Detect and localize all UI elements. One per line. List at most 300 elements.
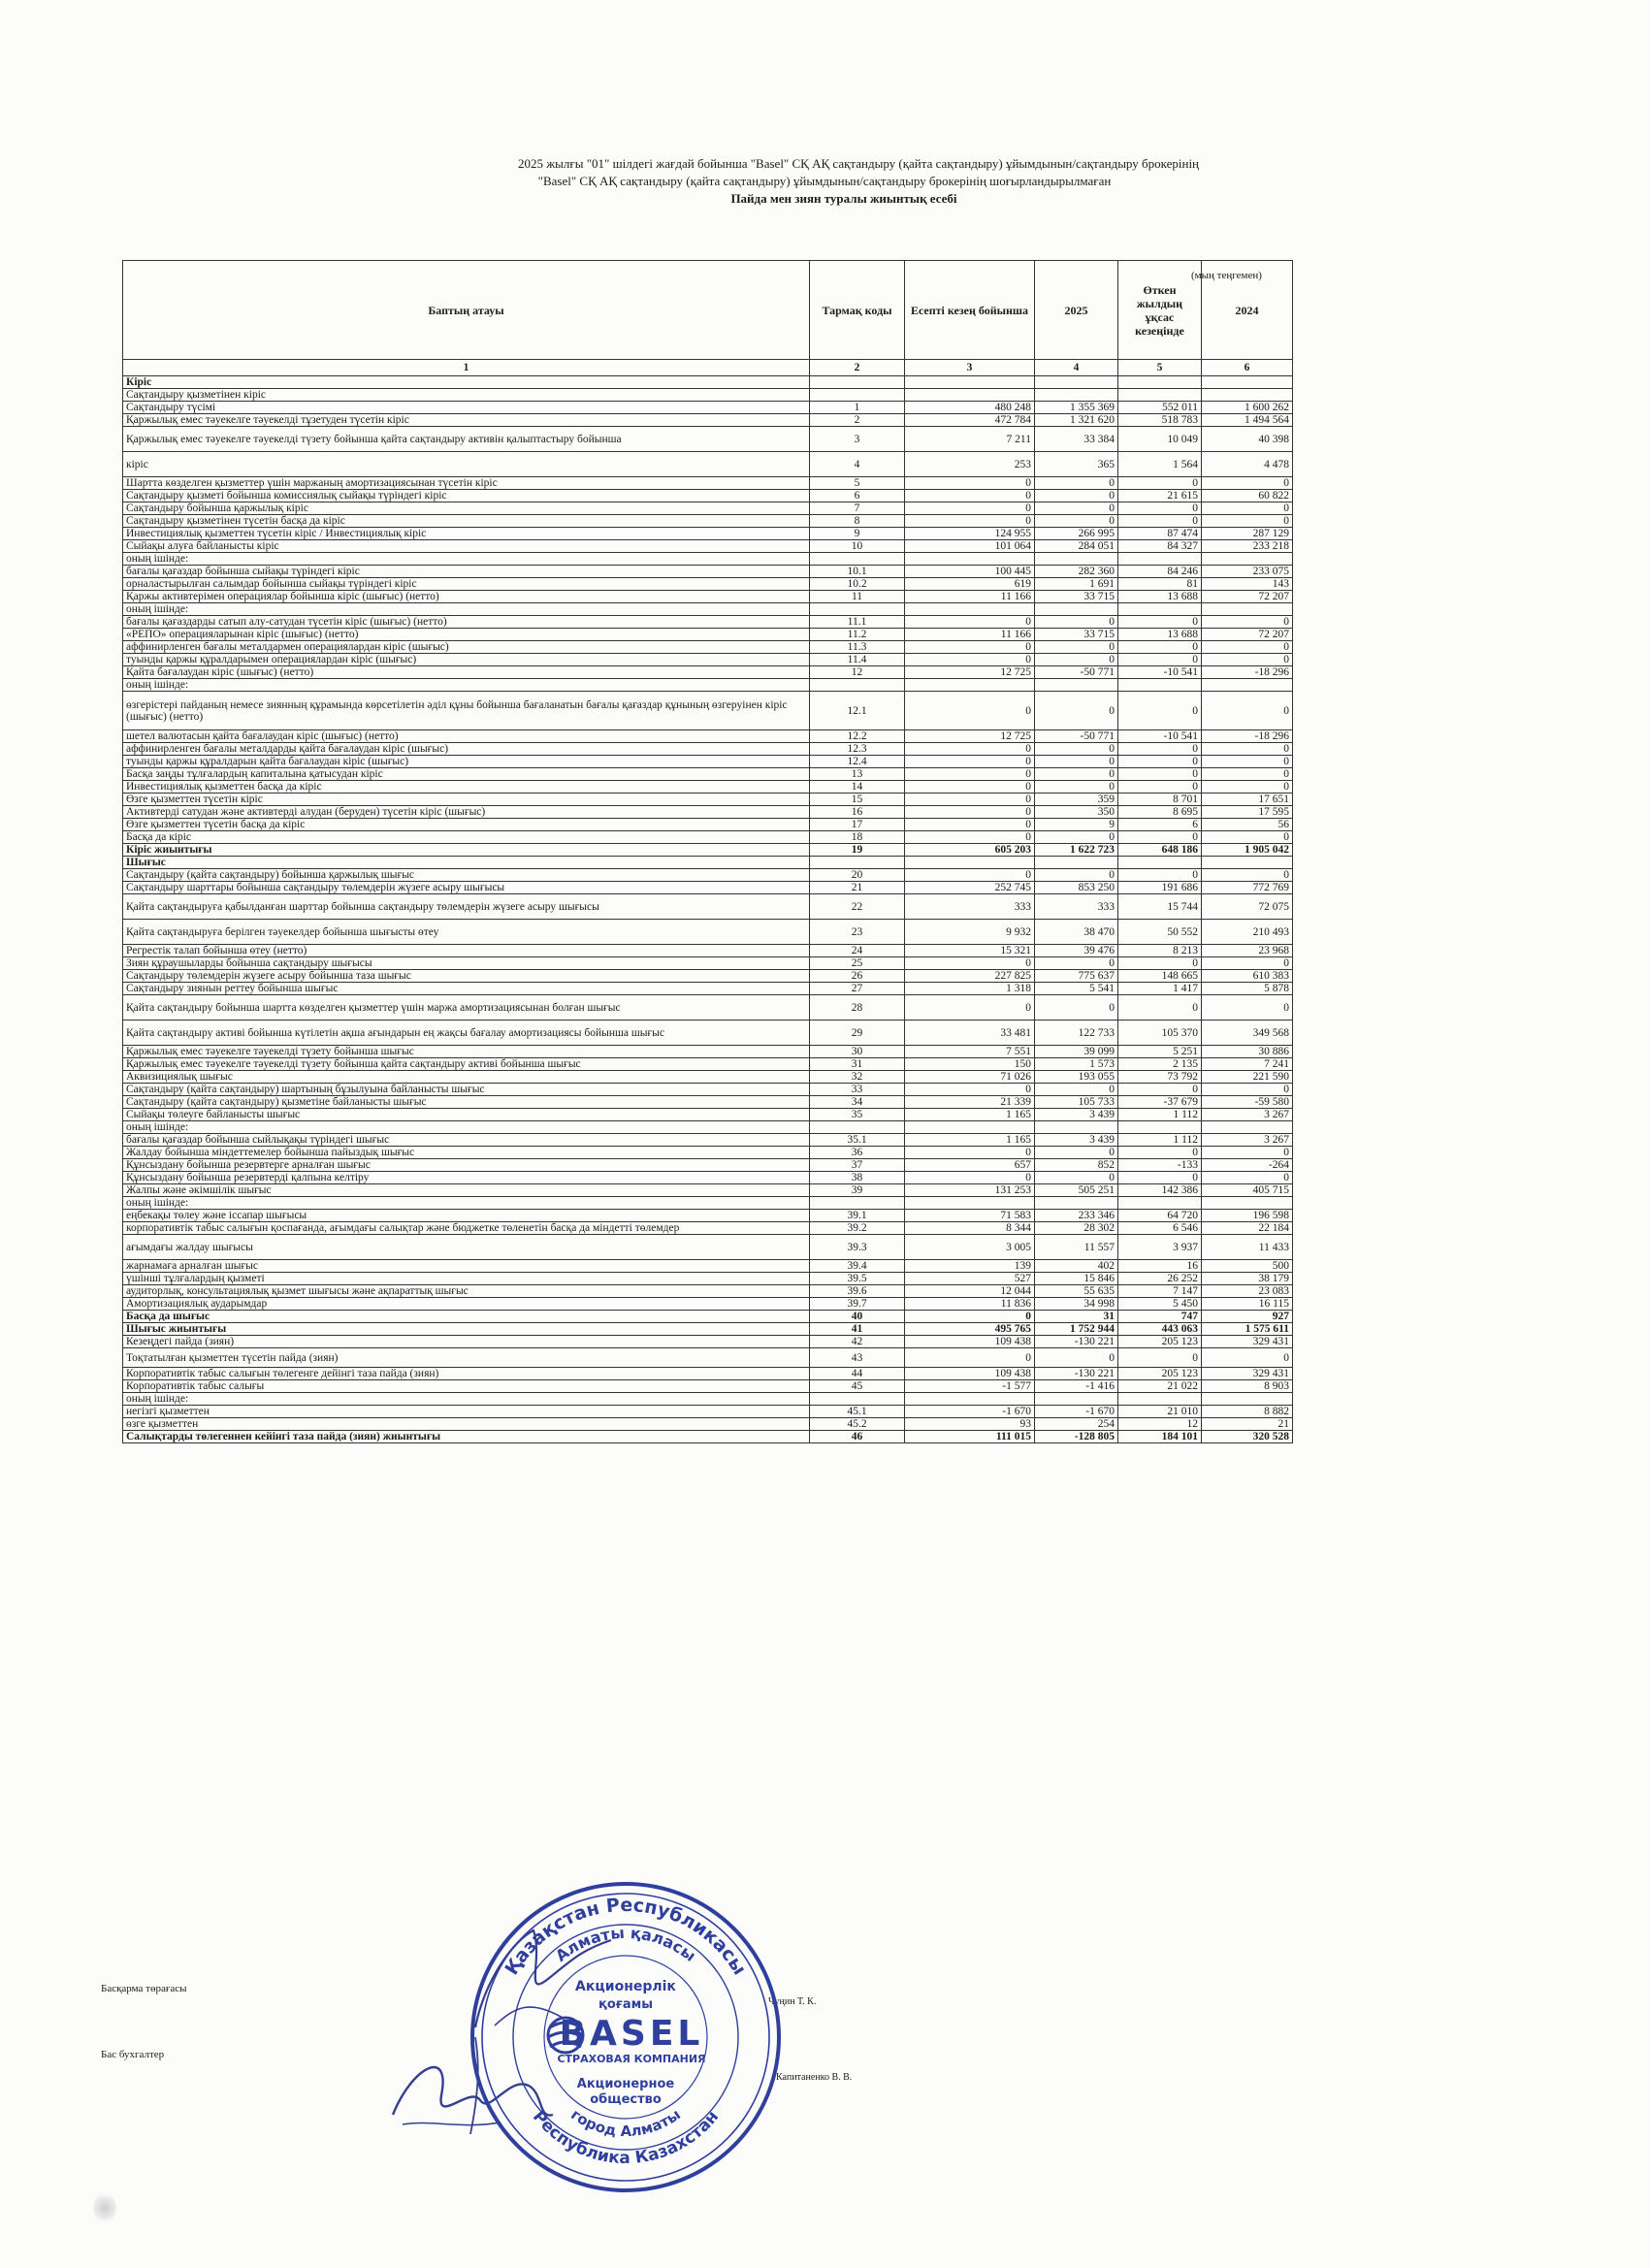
row-value-current: 124 955 xyxy=(905,528,1035,540)
table-row xyxy=(123,566,1293,578)
row-value-prior: 13 688 xyxy=(1118,629,1202,641)
row-name: шетел валютасын қайта бағалаудан кіріс (шығыс) (нетто) xyxy=(123,730,810,743)
row-code: 39.6 xyxy=(810,1285,905,1298)
table-row xyxy=(123,1298,1293,1311)
row-value-current: 93 xyxy=(905,1418,1035,1431)
row-value-prior: 0 xyxy=(1118,768,1202,781)
row-value-2024 xyxy=(1202,603,1293,616)
row-code: 14 xyxy=(810,781,905,794)
row-name: Кіріс xyxy=(123,376,810,389)
row-value-current: 33 481 xyxy=(905,1021,1035,1046)
table-row xyxy=(123,427,1293,452)
row-value-prior: 0 xyxy=(1118,502,1202,515)
row-value-2025: 1 573 xyxy=(1035,1058,1118,1071)
row-value-current: 0 xyxy=(905,1311,1035,1323)
row-value-2024: 610 383 xyxy=(1202,970,1293,983)
row-value-2024: 22 184 xyxy=(1202,1222,1293,1235)
row-value-2025: -1 670 xyxy=(1035,1406,1118,1418)
row-value-prior xyxy=(1118,1197,1202,1210)
row-name: Сақтандыру зиянын реттеу бойынша шығыс xyxy=(123,983,810,995)
row-value-prior: 13 688 xyxy=(1118,591,1202,603)
row-value-current: 472 784 xyxy=(905,414,1035,427)
row-value-current: 9 932 xyxy=(905,920,1035,945)
table-row xyxy=(123,1380,1293,1393)
row-value-2024: 5 878 xyxy=(1202,983,1293,995)
row-value-current xyxy=(905,1393,1035,1406)
table-row xyxy=(123,1172,1293,1184)
row-name: Қайта сақтандыруға берілген тәуекелдер бойынша шығысты өтеу xyxy=(123,920,810,945)
row-code: 39.3 xyxy=(810,1235,905,1260)
row-code: 24 xyxy=(810,945,905,957)
table-row xyxy=(123,553,1293,566)
table-row xyxy=(123,402,1293,414)
row-name: Сақтандыру қызметінен кіріс xyxy=(123,389,810,402)
table-row xyxy=(123,389,1293,402)
row-value-2024 xyxy=(1202,857,1293,869)
row-value-prior: 87 474 xyxy=(1118,528,1202,540)
table-row xyxy=(123,376,1293,389)
table-row xyxy=(123,528,1293,540)
row-value-2024: 143 xyxy=(1202,578,1293,591)
row-value-current xyxy=(905,376,1035,389)
row-name: жарнамаға арналған шығыс xyxy=(123,1260,810,1273)
row-value-prior: 1 564 xyxy=(1118,452,1202,477)
row-name: Сыйақы алуға байланысты кіріс xyxy=(123,540,810,553)
accountant-label: Бас бухгалтер xyxy=(101,2049,165,2060)
row-value-current: 11 836 xyxy=(905,1298,1035,1311)
row-code: 44 xyxy=(810,1368,905,1380)
row-value-2025: 0 xyxy=(1035,1147,1118,1159)
table-row xyxy=(123,1121,1293,1134)
row-value-prior xyxy=(1118,603,1202,616)
row-name: Сақтандыру төлемдерін жүзеге асыру бойынша таза шығыс xyxy=(123,970,810,983)
row-value-prior: 8 213 xyxy=(1118,945,1202,957)
row-value-prior: 0 xyxy=(1118,477,1202,490)
row-value-prior: 7 147 xyxy=(1118,1285,1202,1298)
row-value-prior: 6 xyxy=(1118,819,1202,831)
row-value-current: 139 xyxy=(905,1260,1035,1273)
seal-line-ak2: қоғамы xyxy=(598,1997,653,2012)
row-value-2024: 0 xyxy=(1202,743,1293,756)
row-name: кіріс xyxy=(123,452,810,477)
row-value-current: 21 339 xyxy=(905,1096,1035,1109)
row-value-2024: 196 598 xyxy=(1202,1210,1293,1222)
row-value-2024: 3 267 xyxy=(1202,1134,1293,1147)
row-value-prior: -133 xyxy=(1118,1159,1202,1172)
table-row xyxy=(123,591,1293,603)
table-row xyxy=(123,540,1293,553)
chairman-label: Басқарма төрағасы xyxy=(101,1983,187,1994)
seal-brand: BASEL xyxy=(559,2014,704,2054)
row-code: 28 xyxy=(810,995,905,1021)
column-header-row xyxy=(123,261,1293,360)
row-value-current: 0 xyxy=(905,502,1035,515)
table-row xyxy=(123,1046,1293,1058)
row-value-2024: 40 398 xyxy=(1202,427,1293,452)
row-value-2024: 56 xyxy=(1202,819,1293,831)
row-value-2025: 1 622 723 xyxy=(1035,844,1118,857)
row-value-2025: 0 xyxy=(1035,502,1118,515)
seal-text-city: Алматы қаласы xyxy=(551,1923,699,1965)
row-code xyxy=(810,679,905,692)
row-code xyxy=(810,1393,905,1406)
row-value-current: 0 xyxy=(905,654,1035,666)
row-value-prior: 8 701 xyxy=(1118,794,1202,806)
row-value-prior: 73 792 xyxy=(1118,1071,1202,1084)
row-name: Құнсыздану бойынша резервтерге арналған шығыс xyxy=(123,1159,810,1172)
row-code: 23 xyxy=(810,920,905,945)
row-code xyxy=(810,553,905,566)
row-value-2025: -128 805 xyxy=(1035,1431,1118,1443)
row-value-2024 xyxy=(1202,1393,1293,1406)
row-value-current: 109 438 xyxy=(905,1368,1035,1380)
row-name: Қайта бағалаудан кіріс (шығыс) (нетто) xyxy=(123,666,810,679)
row-code xyxy=(810,1197,905,1210)
row-value-2025: 3 439 xyxy=(1035,1109,1118,1121)
row-value-current: 71 583 xyxy=(905,1210,1035,1222)
row-name: оның ішінде: xyxy=(123,553,810,566)
row-value-2025: 33 715 xyxy=(1035,591,1118,603)
row-value-2024: 320 528 xyxy=(1202,1431,1293,1443)
seal-text-bottom: город Алматы xyxy=(567,2105,684,2141)
row-code: 5 xyxy=(810,477,905,490)
row-code: 12.2 xyxy=(810,730,905,743)
row-value-2025: 852 xyxy=(1035,1159,1118,1172)
table-row xyxy=(123,1260,1293,1273)
row-value-2024: 0 xyxy=(1202,768,1293,781)
row-code: 12.3 xyxy=(810,743,905,756)
row-code: 34 xyxy=(810,1096,905,1109)
row-value-2025: 11 557 xyxy=(1035,1235,1118,1260)
table-row xyxy=(123,1197,1293,1210)
seal-line-ao2: общество xyxy=(590,2092,662,2107)
table-row xyxy=(123,603,1293,616)
row-value-current: 131 253 xyxy=(905,1184,1035,1197)
row-value-prior: -37 679 xyxy=(1118,1096,1202,1109)
row-code: 11.3 xyxy=(810,641,905,654)
report-title: Пайда мен зиян туралы жиынтық есебі xyxy=(730,191,957,206)
row-value-current: 657 xyxy=(905,1159,1035,1172)
row-code: 16 xyxy=(810,806,905,819)
row-value-prior xyxy=(1118,376,1202,389)
row-value-2024: 72 207 xyxy=(1202,591,1293,603)
row-value-2024: 0 xyxy=(1202,1147,1293,1159)
row-name: Салықтарды төлегеннен кейінгі таза пайда (зиян) жиынтығы xyxy=(123,1431,810,1443)
table-row xyxy=(123,1210,1293,1222)
row-value-2024: 4 478 xyxy=(1202,452,1293,477)
table-row xyxy=(123,1431,1293,1443)
row-value-prior: 0 xyxy=(1118,756,1202,768)
row-value-current: 0 xyxy=(905,1084,1035,1096)
row-name: оның ішінде: xyxy=(123,679,810,692)
table-row xyxy=(123,882,1293,894)
table-row xyxy=(123,1159,1293,1172)
row-name: Регрестік талап бойынша өтеу (нетто) xyxy=(123,945,810,957)
row-code: 15 xyxy=(810,794,905,806)
row-value-2025: 333 xyxy=(1035,894,1118,920)
row-value-current: 227 825 xyxy=(905,970,1035,983)
row-value-prior: 15 744 xyxy=(1118,894,1202,920)
row-value-prior: 21 022 xyxy=(1118,1380,1202,1393)
row-name: оның ішінде: xyxy=(123,1121,810,1134)
row-name: Шығыс жиынтығы xyxy=(123,1323,810,1336)
row-name: бағалы қағаздарды сатып алу-сатудан түсетін кіріс (шығыс) (нетто) xyxy=(123,616,810,629)
row-value-2025: 33 715 xyxy=(1035,629,1118,641)
row-value-current: 109 438 xyxy=(905,1336,1035,1348)
row-name: туынды қаржы құралдарымен операциялардан кіріс (шығыс) xyxy=(123,654,810,666)
table-row xyxy=(123,1285,1293,1298)
row-value-2025: 282 360 xyxy=(1035,566,1118,578)
row-value-2024: 0 xyxy=(1202,654,1293,666)
row-value-2025: -1 416 xyxy=(1035,1380,1118,1393)
row-value-current: 0 xyxy=(905,641,1035,654)
table-row xyxy=(123,490,1293,502)
row-name: аффинирленген бағалы металдарды қайта бағалаудан кіріс (шығыс) xyxy=(123,743,810,756)
units-note: (мың теңгемен) xyxy=(1191,270,1262,281)
row-value-2024 xyxy=(1202,679,1293,692)
row-value-current: 0 xyxy=(905,819,1035,831)
row-name: Аквизициялық шығыс xyxy=(123,1071,810,1084)
row-value-2024: 1 494 564 xyxy=(1202,414,1293,427)
row-value-2024: 0 xyxy=(1202,1084,1293,1096)
table-row xyxy=(123,1393,1293,1406)
row-value-2024: 0 xyxy=(1202,692,1293,730)
row-value-2024: 3 267 xyxy=(1202,1109,1293,1121)
row-code: 31 xyxy=(810,1058,905,1071)
row-name: бағалы қағаздар бойынша сыйлықақы түріндегі шығыс xyxy=(123,1134,810,1147)
header-line-1: 2025 жылғы "01" шілдегі жағдай бойынша "Basel" СҚ АҚ сақтандыру (қайта сақтандыру) ұйымдынын/сақтандыру брокерінің xyxy=(517,156,1200,171)
row-value-2025: 15 846 xyxy=(1035,1273,1118,1285)
row-value-prior: 1 112 xyxy=(1118,1109,1202,1121)
row-value-prior xyxy=(1118,553,1202,566)
row-name: Қайта сақтандыру бойынша шартта көзделген қызметтер үшін маржа амортизациясынан болған шығыс xyxy=(123,995,810,1021)
row-value-2024: -264 xyxy=(1202,1159,1293,1172)
row-name: Корпоративтік табыс салығын төлегенге дейінгі таза пайда (зиян) xyxy=(123,1368,810,1380)
row-value-current xyxy=(905,389,1035,402)
row-value-2024: 11 433 xyxy=(1202,1235,1293,1260)
row-value-2025: 1 691 xyxy=(1035,578,1118,591)
row-code: 10.2 xyxy=(810,578,905,591)
seal-line-ak1: Акционерлік xyxy=(575,1979,676,1994)
row-value-2025: 853 250 xyxy=(1035,882,1118,894)
row-value-2024: 772 769 xyxy=(1202,882,1293,894)
table-row xyxy=(123,515,1293,528)
row-value-2025: 105 733 xyxy=(1035,1096,1118,1109)
chairman-name: Чуңин Т. К. xyxy=(768,1996,817,2007)
row-value-prior: 2 135 xyxy=(1118,1058,1202,1071)
row-value-prior: 0 xyxy=(1118,1348,1202,1368)
report-header xyxy=(0,155,1649,208)
row-name: Сақтандыру бойынша қаржылық кіріс xyxy=(123,502,810,515)
row-value-current: 0 xyxy=(905,743,1035,756)
row-value-prior: 191 686 xyxy=(1118,882,1202,894)
row-name: Қаржылық емес тәуекелге тәуекелді түзету бойынша қайта сақтандыру активін қалыптастыру бойынша xyxy=(123,427,810,452)
row-value-2025 xyxy=(1035,679,1118,692)
row-value-current: 11 166 xyxy=(905,591,1035,603)
row-value-current: 0 xyxy=(905,957,1035,970)
row-value-2024: 17 651 xyxy=(1202,794,1293,806)
row-code: 30 xyxy=(810,1046,905,1058)
row-value-current: 12 044 xyxy=(905,1285,1035,1298)
table-row xyxy=(123,1084,1293,1096)
col-header-name: Баптың атауы xyxy=(123,261,810,360)
row-value-2024: 0 xyxy=(1202,756,1293,768)
row-value-current: 11 166 xyxy=(905,629,1035,641)
row-value-2025: 266 995 xyxy=(1035,528,1118,540)
row-code: 4 xyxy=(810,452,905,477)
table-row xyxy=(123,616,1293,629)
row-value-2025: -130 221 xyxy=(1035,1368,1118,1380)
row-value-2025: 365 xyxy=(1035,452,1118,477)
row-value-2024: 0 xyxy=(1202,1348,1293,1368)
row-code: 11 xyxy=(810,591,905,603)
row-value-2025: 0 xyxy=(1035,616,1118,629)
row-value-2024: 0 xyxy=(1202,957,1293,970)
row-value-current xyxy=(905,857,1035,869)
row-value-prior: 148 665 xyxy=(1118,970,1202,983)
row-name: Зиян құраушыларды бойынша сақтандыру шығысы xyxy=(123,957,810,970)
row-value-2024 xyxy=(1202,1197,1293,1210)
row-value-2025: 0 xyxy=(1035,869,1118,882)
row-name: туынды қаржы құралдарын қайта бағалаудан кіріс (шығыс) xyxy=(123,756,810,768)
row-value-2025: 0 xyxy=(1035,831,1118,844)
row-code: 39 xyxy=(810,1184,905,1197)
row-value-2025: 0 xyxy=(1035,654,1118,666)
col-number: 6 xyxy=(1202,360,1293,376)
row-value-prior: 552 011 xyxy=(1118,402,1202,414)
table-row xyxy=(123,629,1293,641)
col-number: 3 xyxy=(905,360,1035,376)
row-code: 3 xyxy=(810,427,905,452)
svg-text:Алматы қаласы xyxy=(552,1924,699,1965)
row-value-2024 xyxy=(1202,389,1293,402)
row-value-2024: 72 207 xyxy=(1202,629,1293,641)
table-row xyxy=(123,1096,1293,1109)
row-value-prior: 3 937 xyxy=(1118,1235,1202,1260)
row-code: 2 xyxy=(810,414,905,427)
row-value-current: 495 765 xyxy=(905,1323,1035,1336)
row-value-2024: -18 296 xyxy=(1202,730,1293,743)
row-value-prior xyxy=(1118,679,1202,692)
row-value-2025 xyxy=(1035,389,1118,402)
row-code: 9 xyxy=(810,528,905,540)
row-value-prior: 16 xyxy=(1118,1260,1202,1273)
row-value-2024: 0 xyxy=(1202,1172,1293,1184)
row-code: 8 xyxy=(810,515,905,528)
row-name: өзге қызметтен xyxy=(123,1418,810,1431)
row-value-2024: 349 568 xyxy=(1202,1021,1293,1046)
row-value-2025: 0 xyxy=(1035,1172,1118,1184)
row-name: Қаржылық емес тәуекелге тәуекелді түзету бойынша қайта сақтандыру активі бойынша шығыс xyxy=(123,1058,810,1071)
row-value-2024: 1 905 042 xyxy=(1202,844,1293,857)
row-value-current: 480 248 xyxy=(905,402,1035,414)
row-value-2024: 1 575 611 xyxy=(1202,1323,1293,1336)
row-code: 35 xyxy=(810,1109,905,1121)
row-value-prior xyxy=(1118,389,1202,402)
table-row xyxy=(123,869,1293,882)
table-body xyxy=(123,376,1293,1443)
row-value-current: 0 xyxy=(905,616,1035,629)
row-value-prior: 5 450 xyxy=(1118,1298,1202,1311)
income-statement-table xyxy=(122,260,1293,1443)
row-value-2025 xyxy=(1035,1197,1118,1210)
row-value-2024: 210 493 xyxy=(1202,920,1293,945)
row-code: 7 xyxy=(810,502,905,515)
row-value-2024: 927 xyxy=(1202,1311,1293,1323)
row-value-current xyxy=(905,603,1035,616)
row-code: 36 xyxy=(810,1147,905,1159)
row-name: Сыйақы төлеуге байланысты шығыс xyxy=(123,1109,810,1121)
table-row xyxy=(123,692,1293,730)
row-value-prior: 648 186 xyxy=(1118,844,1202,857)
row-name: үшінші тұлғалардың қызметі xyxy=(123,1273,810,1285)
row-name: Басқа да кіріс xyxy=(123,831,810,844)
row-value-2025: 0 xyxy=(1035,743,1118,756)
row-value-current: 0 xyxy=(905,781,1035,794)
row-value-prior: 518 783 xyxy=(1118,414,1202,427)
row-name: Шартта көзделген қызметтер үшін маржаның амортизациясынан түсетін кіріс xyxy=(123,477,810,490)
row-value-2024: 16 115 xyxy=(1202,1298,1293,1311)
row-value-2024: 233 075 xyxy=(1202,566,1293,578)
row-value-2025: 33 384 xyxy=(1035,427,1118,452)
row-name: Сақтандыру (қайта сақтандыру) шартының бұзылуына байланысты шығыс xyxy=(123,1084,810,1096)
row-name: Инвестициялық қызметтен басқа да кіріс xyxy=(123,781,810,794)
row-value-2024: 0 xyxy=(1202,502,1293,515)
row-value-current: 0 xyxy=(905,794,1035,806)
row-value-prior: 0 xyxy=(1118,692,1202,730)
row-value-current: 111 015 xyxy=(905,1431,1035,1443)
row-value-2025: -50 771 xyxy=(1035,666,1118,679)
seal-text-top: Қазақстан Республикасы xyxy=(501,1894,751,1979)
row-value-prior: 205 123 xyxy=(1118,1336,1202,1348)
row-value-2025: 0 xyxy=(1035,1348,1118,1368)
row-value-2024: 329 431 xyxy=(1202,1336,1293,1348)
row-value-current: 100 445 xyxy=(905,566,1035,578)
row-name: өзгерістері пайданың немесе зиянның құрамында көрсетілетін әділ құны бойынша бағаланатын бағалы қағаздар құнының өзгеруінен кіріс (шығыс) (нетто) xyxy=(123,692,810,730)
row-value-2025: 193 055 xyxy=(1035,1071,1118,1084)
row-code: 45 xyxy=(810,1380,905,1393)
row-name: еңбекақы төлеу және іссапар шығысы xyxy=(123,1210,810,1222)
row-value-2024: 21 xyxy=(1202,1418,1293,1431)
row-code: 17 xyxy=(810,819,905,831)
row-value-2024: 72 075 xyxy=(1202,894,1293,920)
row-value-prior: 21 615 xyxy=(1118,490,1202,502)
row-name: Инвестициялық қызметтен түсетін кіріс / Инвестициялық кіріс xyxy=(123,528,810,540)
table-row xyxy=(123,920,1293,945)
row-value-2025: 0 xyxy=(1035,490,1118,502)
table-row xyxy=(123,1418,1293,1431)
row-value-prior xyxy=(1118,1393,1202,1406)
row-code: 12.1 xyxy=(810,692,905,730)
row-code: 43 xyxy=(810,1348,905,1368)
row-code xyxy=(810,603,905,616)
row-code: 25 xyxy=(810,957,905,970)
accountant-name: Капитаненко В. В. xyxy=(776,2072,853,2083)
row-code xyxy=(810,857,905,869)
row-value-current: 0 xyxy=(905,831,1035,844)
table-row xyxy=(123,819,1293,831)
table-row xyxy=(123,945,1293,957)
row-code: 39.1 xyxy=(810,1210,905,1222)
row-value-2025 xyxy=(1035,857,1118,869)
table-row xyxy=(123,502,1293,515)
row-value-2024: 23 968 xyxy=(1202,945,1293,957)
table-row xyxy=(123,1311,1293,1323)
row-name: Жалдау бойынша міндеттемелер бойынша пайыздық шығыс xyxy=(123,1147,810,1159)
row-value-2025: 775 637 xyxy=(1035,970,1118,983)
row-code: 12.4 xyxy=(810,756,905,768)
row-code xyxy=(810,1121,905,1134)
